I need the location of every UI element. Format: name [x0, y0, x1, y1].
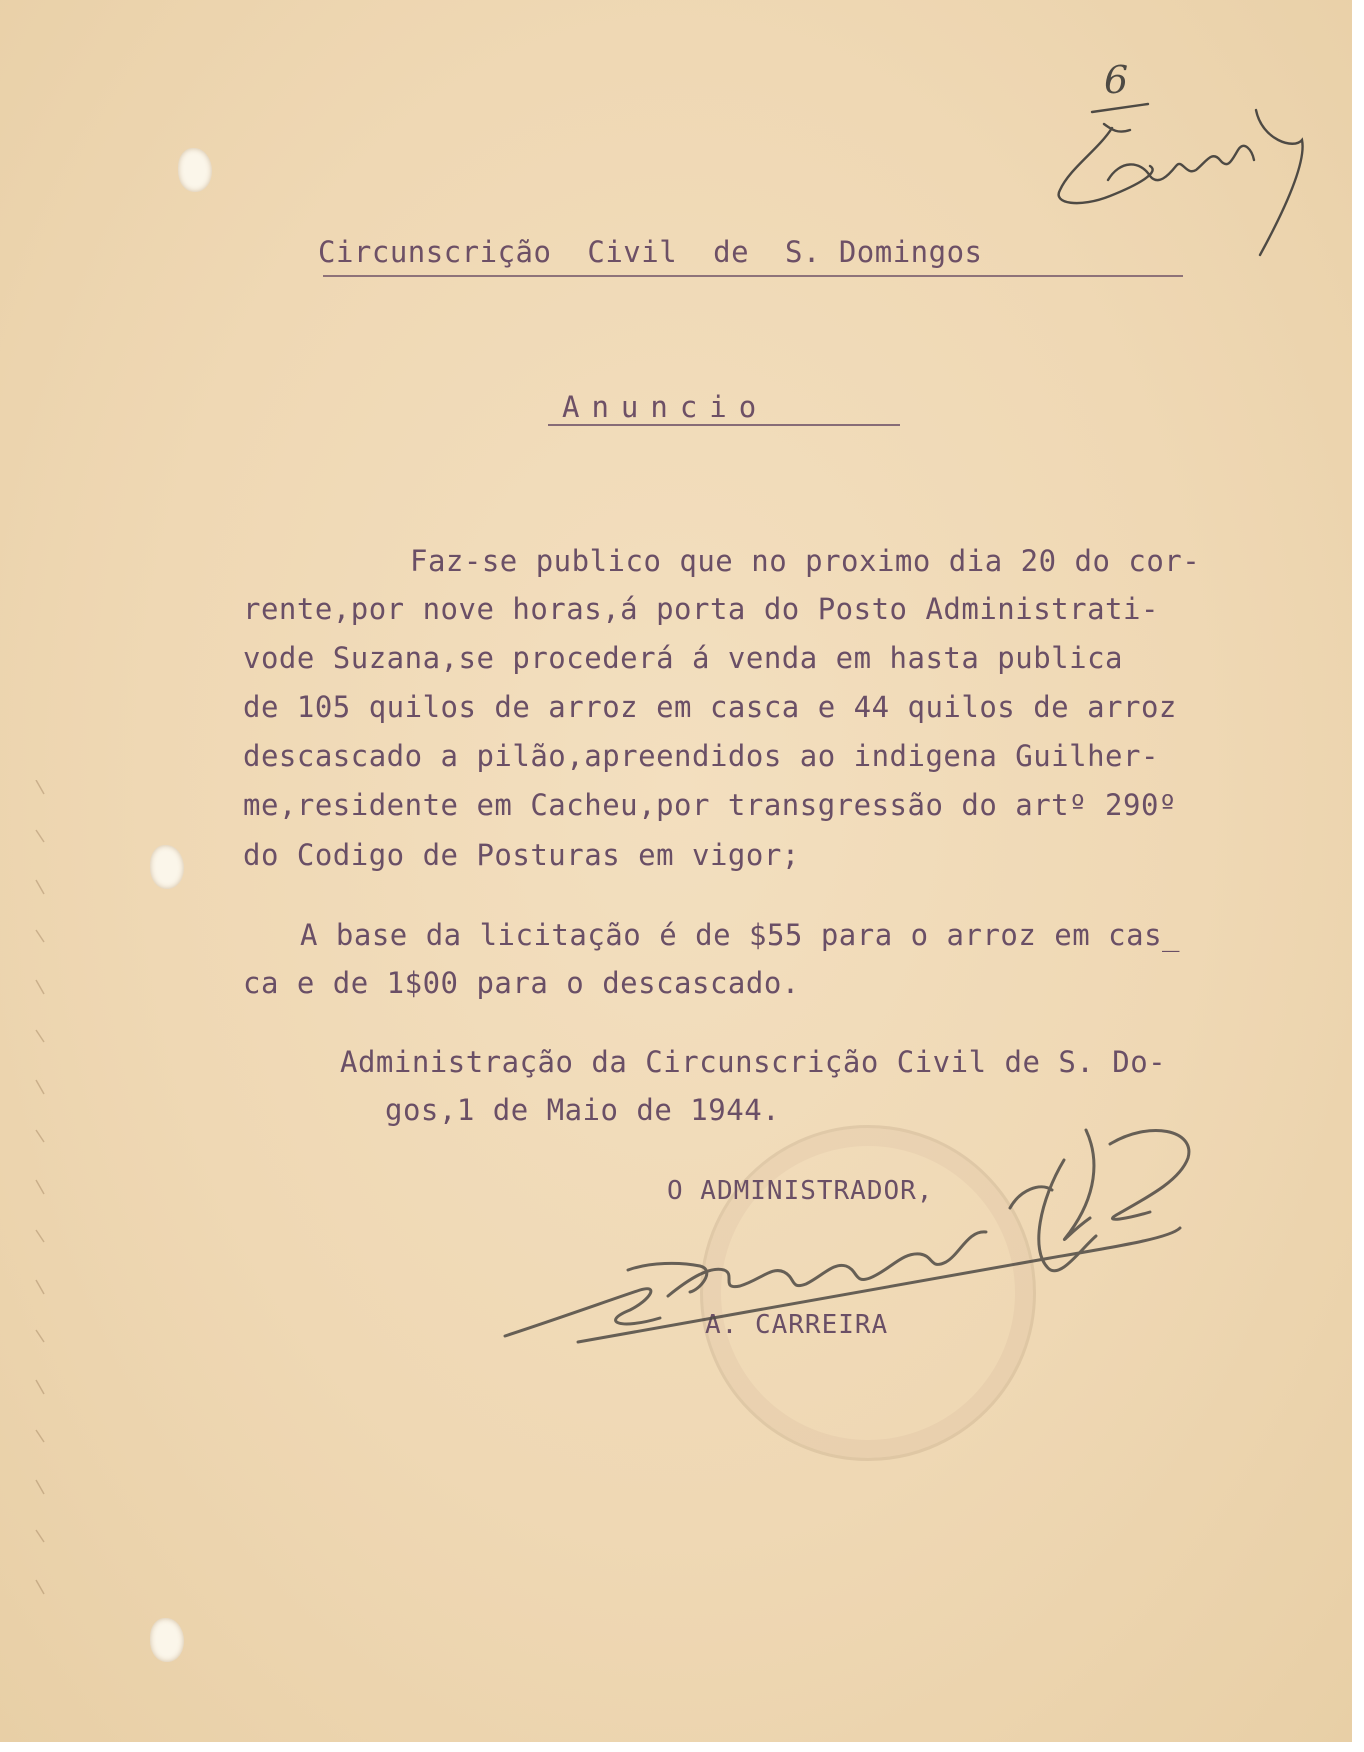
signature-title: O ADMINISTRADOR,: [667, 1176, 934, 1206]
body-line: me,residente em Cacheu,por transgressão do artº 290º: [243, 788, 1177, 822]
price-line: ca e de 1$00 para o descascado.: [243, 966, 800, 1000]
price-line: A base da licitação é de $55 para o arroz em cas_: [300, 918, 1181, 952]
page-number-annotation: 6: [1104, 58, 1129, 102]
document-heading: Circunscrição Civil de S. Domingos: [318, 235, 983, 269]
date-line: gos,1 de Maio de 1944.: [385, 1093, 781, 1127]
signature-name: A. CARREIRA: [705, 1310, 889, 1340]
body-line: de 105 quilos de arroz em casca e 44 quilos de arroz: [243, 690, 1177, 724]
body-line: descascado a pilão,apreendidos ao indigena Guilher-: [243, 739, 1159, 773]
body-line: vode Suzana,se procederá á venda em hasta publica: [243, 641, 1124, 675]
body-line: rente,por nove horas,á porta do Posto Administrati-: [243, 592, 1159, 626]
date-line: Administração da Circunscrição Civil de S. Do-: [340, 1045, 1167, 1079]
body-line: do Codigo de Posturas em vigor;: [243, 838, 800, 872]
body-line: Faz-se publico que no proximo dia 20 do cor-: [410, 544, 1201, 578]
document-title: Anuncio: [562, 390, 769, 424]
